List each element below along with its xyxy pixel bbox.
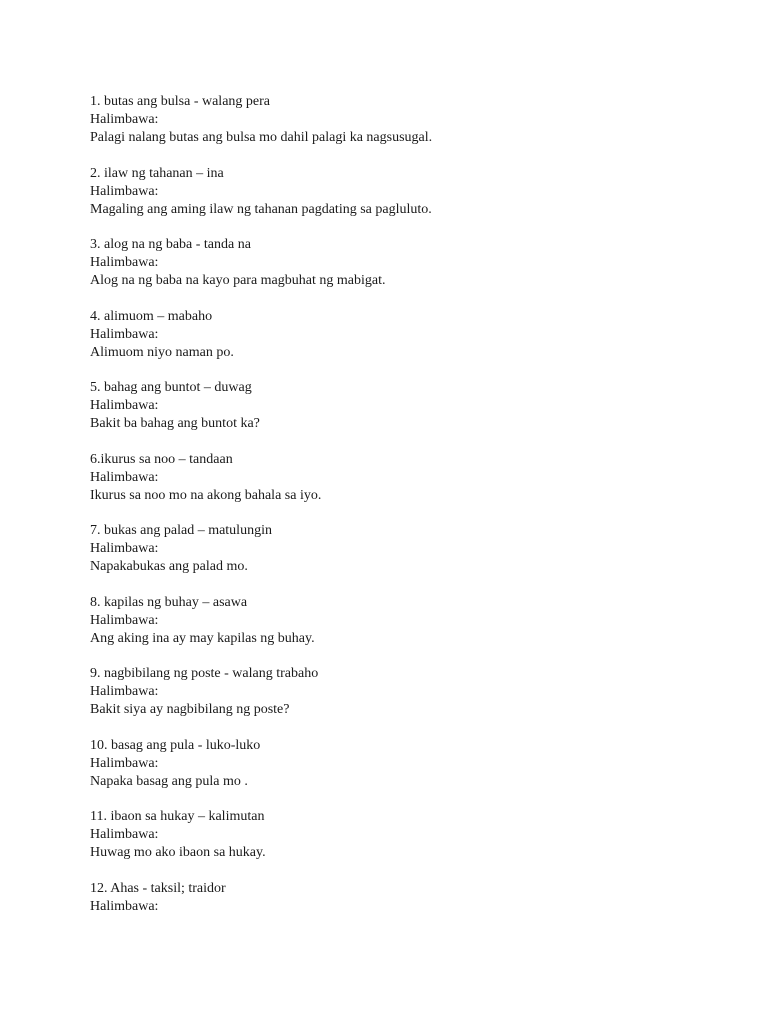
idiom-term: 1. butas ang bulsa - walang pera — [90, 94, 270, 109]
example-sentence: Palagi nalang butas ang bulsa mo dahil palagi ka nagsusugal. — [90, 130, 433, 145]
example-label: Halimbawa: — [90, 398, 159, 413]
example-label: Halimbawa: — [90, 469, 159, 485]
example-sentence: Ikurus sa noo mo na akong bahala sa iyo. — [90, 487, 322, 503]
list-item — [90, 737, 730, 791]
example-label: Halimbawa: — [90, 541, 159, 556]
example-label: Halimbawa: — [90, 183, 159, 199]
example-label: Halimbawa: — [90, 755, 159, 771]
example-label: Halimbawa: — [90, 898, 159, 914]
example-sentence: Alog na ng baba na kayo para magbuhat ng mabigat. — [90, 273, 386, 288]
idiom-term: 4. alimuom – mabaho — [90, 308, 213, 324]
list-item — [90, 451, 730, 505]
idiom-term: 8. kapilas ng buhay – asawa — [90, 594, 248, 610]
list-item — [90, 93, 730, 147]
example-label: Halimbawa: — [90, 255, 159, 270]
idiom-term: 2. ilaw ng tahanan – ina — [90, 165, 224, 181]
example-label: Halimbawa: — [90, 112, 159, 127]
list-item — [90, 308, 730, 362]
list-item — [90, 594, 730, 648]
idiom-term: 3. alog na ng baba - tanda na — [90, 237, 251, 252]
list-item — [90, 522, 730, 576]
list-item — [90, 808, 730, 862]
idiom-term: 5. bahag ang buntot – duwag — [90, 380, 252, 395]
idiom-list — [90, 93, 730, 933]
example-sentence: Napaka basag ang pula mo . — [90, 773, 248, 789]
idiom-term: 10. basag ang pula - luko-luko — [90, 737, 261, 753]
list-item — [90, 880, 730, 916]
example-sentence: Bakit siya ay nagbibilang ng poste? — [90, 702, 290, 717]
list-item — [90, 379, 730, 433]
example-label: Halimbawa: — [90, 326, 159, 342]
example-sentence: Napakabukas ang palad mo. — [90, 559, 248, 574]
idiom-term: 12. Ahas - taksil; traidor — [90, 880, 226, 896]
example-sentence: Huwag mo ako ibaon sa hukay. — [90, 845, 266, 860]
example-label: Halimbawa: — [90, 612, 159, 628]
list-item — [90, 236, 730, 290]
example-sentence: Bakit ba bahag ang buntot ka? — [90, 416, 260, 431]
list-item — [90, 165, 730, 219]
idiom-term: 11. ibaon sa hukay – kalimutan — [90, 809, 265, 824]
example-sentence: Alimuom niyo naman po. — [90, 344, 234, 360]
example-sentence: Magaling ang aming ilaw ng tahanan pagdating sa pagluluto. — [90, 201, 432, 217]
idiom-term: 6.ikurus sa noo – tandaan — [90, 451, 233, 467]
list-item — [90, 665, 730, 719]
idiom-term: 7. bukas ang palad – matulungin — [90, 523, 272, 538]
example-label: Halimbawa: — [90, 684, 159, 699]
example-label: Halimbawa: — [90, 827, 159, 842]
idiom-term: 9. nagbibilang ng poste - walang trabaho — [90, 666, 319, 681]
example-sentence: Ang aking ina ay may kapilas ng buhay. — [90, 630, 315, 646]
